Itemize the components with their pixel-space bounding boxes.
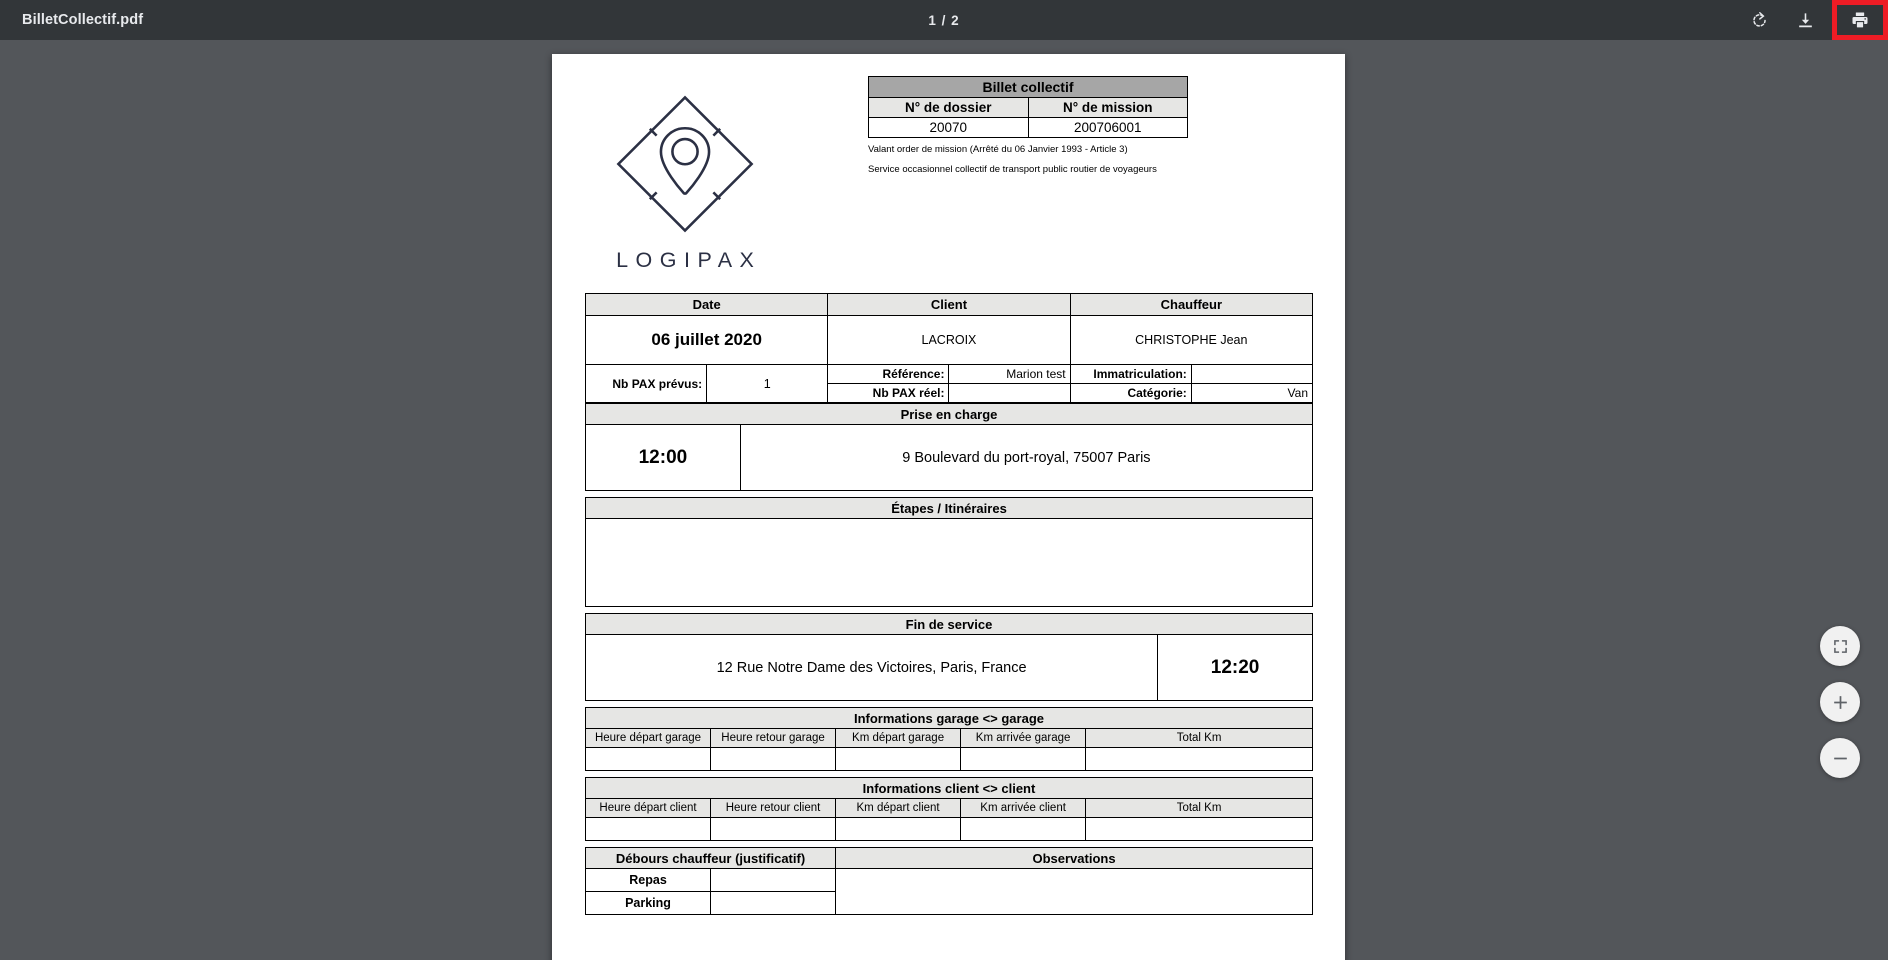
table-row <box>586 748 1313 771</box>
page-indicator: 1 / 2 <box>928 12 960 28</box>
table-row <box>586 799 1313 818</box>
billet-header-table <box>868 76 1188 177</box>
billet-title: Billet collectif <box>869 77 1188 98</box>
garage-val-km-depart <box>836 748 961 771</box>
table-row <box>586 869 1313 892</box>
etapes-section-title: Étapes / Itinéraires <box>586 498 1313 519</box>
zoom-out-button[interactable] <box>1820 738 1860 778</box>
client-val-km-arrivee <box>961 818 1086 841</box>
client-value: LACROIX <box>828 316 1070 365</box>
debours-value-repas <box>711 869 836 892</box>
download-icon <box>1796 11 1815 30</box>
nb-pax-prevus-label: Nb PAX prévus: <box>586 365 707 403</box>
mission-number-value: 200706001 <box>1028 118 1188 138</box>
dossier-column-header: N° de dossier <box>869 98 1029 118</box>
garage-col-heure-depart: Heure départ garage <box>586 729 711 748</box>
info-client-table <box>585 777 1313 841</box>
table-row <box>586 425 1313 491</box>
garage-col-total-km: Total Km <box>1086 729 1313 748</box>
fit-to-page-button[interactable] <box>1820 626 1860 666</box>
fin-de-service-section-title: Fin de service <box>586 614 1313 635</box>
table-row <box>586 519 1313 607</box>
pdf-filename-label: BilletCollectif.pdf <box>22 12 144 28</box>
debours-section-title: Débours chauffeur (justificatif) <box>586 848 836 869</box>
table-row <box>586 635 1313 701</box>
document-header <box>552 54 1345 294</box>
etapes-content <box>586 519 1313 607</box>
debours-observations-table <box>585 847 1313 915</box>
client-val-heure-retour <box>711 818 836 841</box>
table-row <box>586 498 1313 519</box>
categorie-value: Van <box>1191 384 1312 403</box>
logo-wordmark: LOGIPAX <box>616 248 762 272</box>
debours-value-parking <box>711 892 836 915</box>
garage-col-km-depart: Km départ garage <box>836 729 961 748</box>
nb-pax-reel-label: Nb PAX réel: <box>828 384 949 403</box>
immatriculation-label: Immatriculation: <box>1070 365 1191 384</box>
company-logo <box>585 90 785 273</box>
client-col-total-km: Total Km <box>1086 799 1313 818</box>
pdf-viewer-toolbar <box>0 0 1888 40</box>
dossier-number-value: 20070 <box>869 118 1029 138</box>
table-row <box>586 614 1313 635</box>
garage-val-km-arrivee <box>961 748 1086 771</box>
prise-en-charge-section-title: Prise en charge <box>586 404 1313 425</box>
garage-col-heure-retour: Heure retour garage <box>711 729 836 748</box>
table-row <box>586 316 1313 365</box>
categorie-label: Catégorie: <box>1070 384 1191 403</box>
immatriculation-value <box>1191 365 1312 384</box>
nb-pax-reel-value <box>949 384 1070 403</box>
client-col-km-depart: Km départ client <box>836 799 961 818</box>
etapes-table <box>585 497 1313 607</box>
print-button[interactable] <box>1832 0 1888 40</box>
info-garage-table <box>585 707 1313 771</box>
garage-col-km-arrivee: Km arrivée garage <box>961 729 1086 748</box>
observations-section-title: Observations <box>836 848 1313 869</box>
garage-val-heure-retour <box>711 748 836 771</box>
rotate-icon <box>1750 11 1769 30</box>
trip-info-table <box>585 293 1313 403</box>
table-row <box>586 818 1313 841</box>
garage-val-total-km <box>1086 748 1313 771</box>
client-col-heure-depart: Heure départ client <box>586 799 711 818</box>
table-row <box>586 365 1313 384</box>
chauffeur-column-header: Chauffeur <box>1070 294 1312 316</box>
reference-label: Référence: <box>828 365 949 384</box>
legal-note-line-1: Valant order de mission (Arrêté du 06 Janvier 1993 - Article 3) <box>868 144 1128 155</box>
table-row <box>586 708 1313 729</box>
nb-pax-prevus-value: 1 <box>707 365 828 403</box>
document-body <box>585 293 1313 915</box>
client-col-km-arrivee: Km arrivée client <box>961 799 1086 818</box>
date-value: 06 juillet 2020 <box>586 316 828 365</box>
table-row <box>586 294 1313 316</box>
rotate-clockwise-button[interactable] <box>1736 0 1782 40</box>
zoom-controls <box>1820 626 1860 778</box>
table-row <box>586 848 1313 869</box>
client-col-heure-retour: Heure retour client <box>711 799 836 818</box>
reference-value: Marion test <box>949 365 1070 384</box>
toolbar-actions <box>1736 0 1888 40</box>
download-button[interactable] <box>1782 0 1828 40</box>
table-row <box>586 729 1313 748</box>
prise-en-charge-address: 9 Boulevard du port-royal, 75007 Paris <box>740 425 1312 491</box>
debours-label-parking: Parking <box>586 892 711 915</box>
prise-en-charge-table <box>585 403 1313 491</box>
client-val-km-depart <box>836 818 961 841</box>
print-icon <box>1850 10 1870 30</box>
pdf-viewer-canvas[interactable] <box>0 40 1888 960</box>
garage-val-heure-depart <box>586 748 711 771</box>
chauffeur-value: CHRISTOPHE Jean <box>1070 316 1312 365</box>
fin-de-service-table <box>585 613 1313 701</box>
prise-en-charge-time: 12:00 <box>586 425 741 491</box>
client-val-total-km <box>1086 818 1313 841</box>
info-garage-section-title: Informations garage <> garage <box>586 708 1313 729</box>
logipax-pin-diamond-icon <box>585 90 785 238</box>
fin-de-service-address: 12 Rue Notre Dame des Victoires, Paris, France <box>586 635 1158 701</box>
zoom-in-button[interactable] <box>1820 682 1860 722</box>
table-row <box>586 778 1313 799</box>
debours-label-repas: Repas <box>586 869 711 892</box>
fin-de-service-time: 12:20 <box>1158 635 1313 701</box>
minus-icon <box>1831 749 1850 768</box>
legal-note-line-2: Service occasionnel collectif de transport public routier de voyageurs <box>868 163 1157 175</box>
observations-content <box>836 869 1313 915</box>
table-row <box>586 404 1313 425</box>
mission-column-header: N° de mission <box>1028 98 1188 118</box>
client-val-heure-depart <box>586 818 711 841</box>
info-client-section-title: Informations client <> client <box>586 778 1313 799</box>
plus-icon <box>1831 693 1850 712</box>
pdf-page-1 <box>552 54 1345 960</box>
fit-to-page-icon <box>1832 638 1849 655</box>
client-column-header: Client <box>828 294 1070 316</box>
date-column-header: Date <box>586 294 828 316</box>
